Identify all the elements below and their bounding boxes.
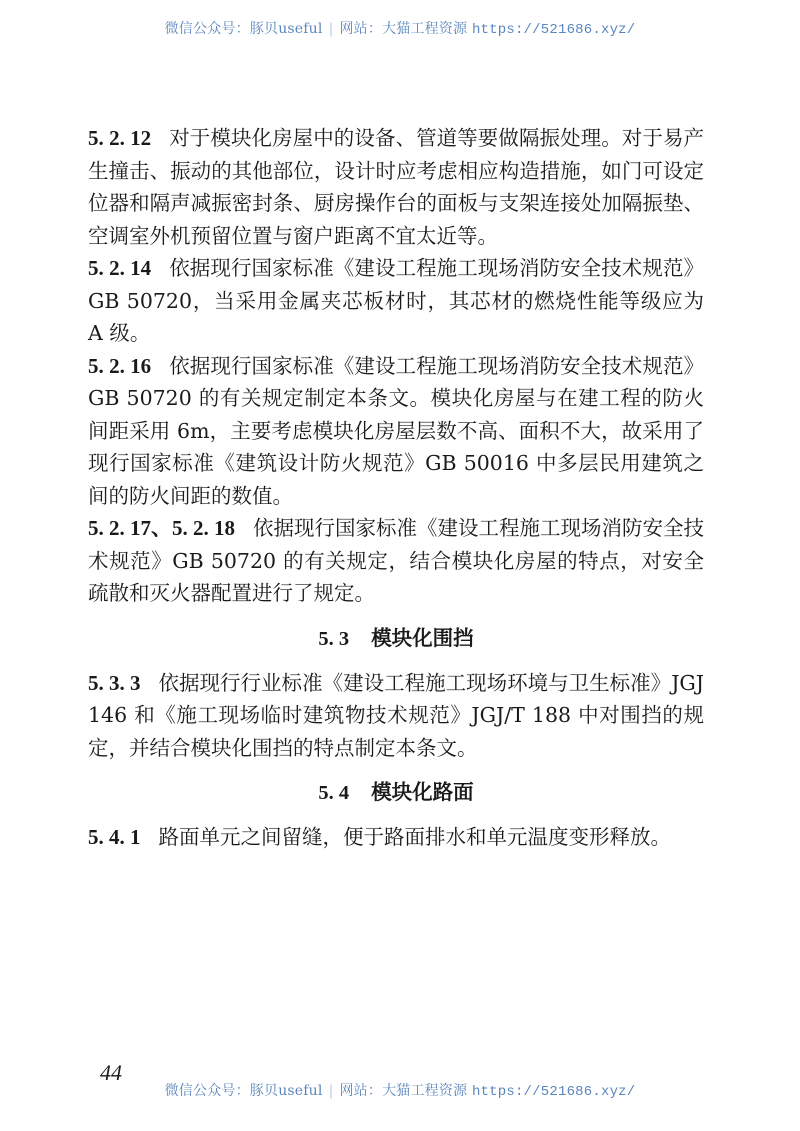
clause-number: 5. 3. 3 [88,670,141,695]
watermark-url[interactable]: https://521686.xyz/ [471,22,636,38]
clause-5-2-16 [88,350,704,513]
watermark-account: 微信公众号：豚贝useful [164,21,323,37]
clause-text: 路面单元之间留缝，便于路面排水和单元温度变形释放。 [158,825,671,849]
clause-text: 依据现行国家标准《建设工程施工现场消防安全技术规范》GB 50720 的有关规定制定本条文。模块化房屋与在建工程的防火间距采用 6m，主要考虑模块化房屋层数不高、面积不大，故采用了现行国家标准《建筑设计防火规范》GB 50016 中多层民用建筑之间的防火间距的数值。 [88,353,705,508]
clause-text: 依据现行国家标准《建设工程施工现场消防安全技术规范》GB 50720 的有关规定，结合模块化房屋的特点，对安全疏散和灭火器配置进行了规定。 [88,516,704,605]
section-title: 模块化围挡 [371,625,474,650]
clause-5-2-14 [88,252,704,350]
clause-5-4-1 [88,821,704,854]
watermark-url[interactable]: https://521686.xyz/ [471,1084,636,1100]
watermark-site: 网站：大猫工程资源 [339,21,468,37]
clause-5-3-3 [88,667,704,765]
watermark-bottom [0,1080,800,1100]
watermark-site: 网站：大猫工程资源 [339,1083,468,1099]
clause-number: 5. 2. 16 [88,353,152,378]
clause-number: 5. 2. 14 [88,256,152,280]
section-heading-5-4 [88,776,704,809]
section-title: 模块化路面 [371,780,474,804]
clause-5-2-12 [88,122,704,252]
clause-number: 5. 2. 12 [88,126,152,150]
watermark-top [0,18,800,38]
clause-5-2-17-18 [88,512,704,610]
clause-number: 5. 4. 1 [88,825,141,849]
clause-text: 依据现行行业标准《建设工程施工现场环境与卫生标准》JGJ 146 和《施工现场临时建筑物技术规范》JGJ/T 188 中对围挡的规定，并结合模块化围挡的特点制定本条文。 [88,670,705,760]
watermark-separator: | [328,1083,334,1099]
watermark-separator: | [328,21,334,37]
section-heading-5-3 [88,622,704,655]
clause-text: 依据现行国家标准《建设工程施工现场消防安全技术规范》GB 50720，当采用金属夹芯板材时，其芯材的燃烧性能等级应为 A 级。 [88,256,705,345]
document-body [88,122,704,854]
watermark-account: 微信公众号：豚贝useful [164,1083,323,1099]
clause-text: 对于模块化房屋中的设备、管道等要做隔振处理。对于易产生撞击、振动的其他部位，设计时应考虑相应构造措施，如门可设定位器和隔声减振密封条、厨房操作台的面板与支架连接处加隔振垫、空调室外机预留位置与窗户距离不宜太近等。 [88,126,705,248]
section-number: 5. 3 [318,627,350,650]
page-number: 44 [100,1060,122,1085]
section-number: 5. 4 [318,782,350,804]
clause-number: 5. 2. 17、5. 2. 18 [88,516,235,540]
